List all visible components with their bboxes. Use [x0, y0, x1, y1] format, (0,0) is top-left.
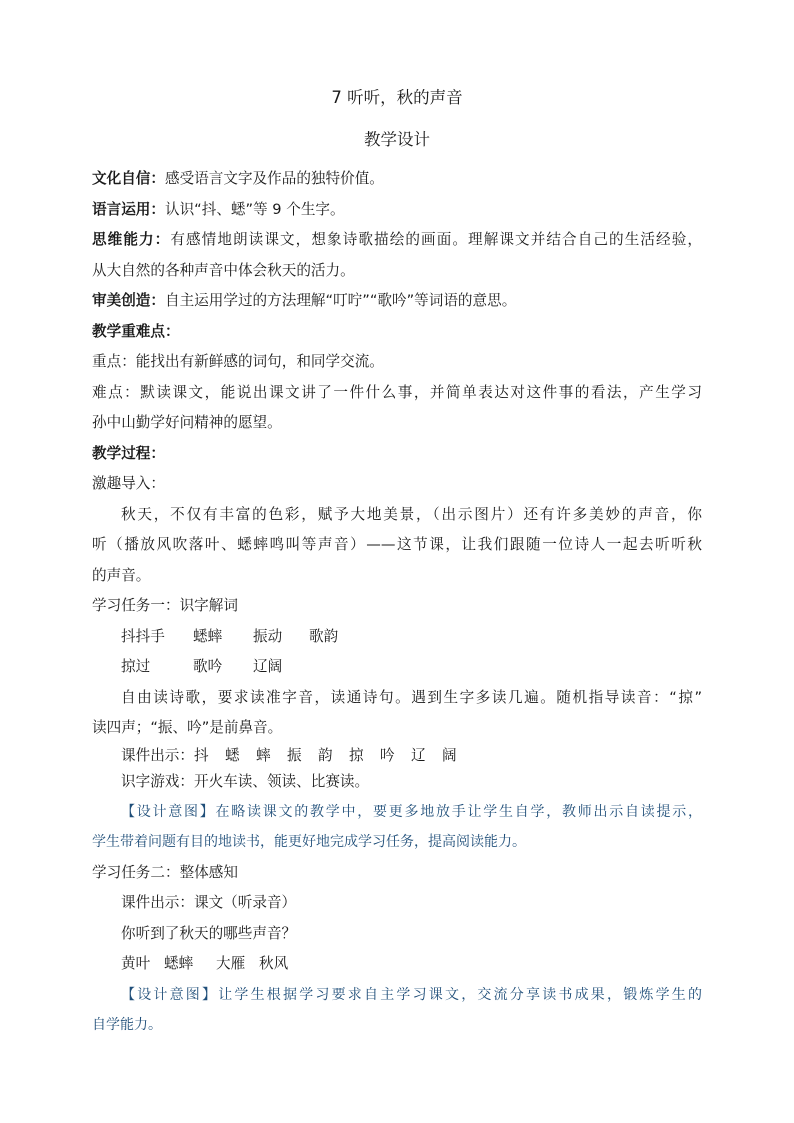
- goal-text: 自主运用学过的方法理解“叮咛”“歌吟”等词语的意思。: [164, 292, 517, 309]
- intro-paragraph-end: 的声音。: [92, 566, 151, 584]
- goal-language: [92, 195, 702, 226]
- goal-aesthetic: [92, 286, 702, 317]
- word-item: 歌韵: [309, 627, 339, 645]
- key-point-difficulty-cont: 孙中山勤学好问精神的愿望。: [92, 414, 282, 431]
- goal-text: 认识“抖、蟋”等 9 个生字。: [164, 200, 345, 218]
- task2-courseware: 课件出示：课文（听录音）: [121, 894, 297, 911]
- courseware-label: 课件出示：: [121, 746, 194, 764]
- document-body: [92, 164, 702, 1041]
- goal-label: 思维能力：: [92, 231, 171, 248]
- intro-paragraph: 秋天，不仅有丰富的色彩，赋予大地美景，（出示图片）还有许多美妙的声音，你: [121, 505, 702, 523]
- key-point-focus: 重点：能找出有新鲜感的词句，和同学交流。: [92, 353, 384, 370]
- char-item: 蟀: [255, 746, 271, 764]
- char-item: 蟋: [224, 746, 240, 764]
- goal-label: 语言运用：: [92, 200, 165, 218]
- char-item: 掠: [348, 746, 364, 764]
- design-intent-text: 在略读课文的教学中，要更多地放手让学生自学，教师出示自读提示，: [215, 803, 702, 820]
- sound-answers: [92, 949, 702, 980]
- intro-label: 激趣导入：: [92, 475, 165, 492]
- goal-label: 文化自信：: [92, 170, 165, 187]
- design-intent-text: 让学生根据学习要求自主学习课文，交流分享读书成果，锻炼学生的: [218, 986, 703, 1003]
- char-item: 辽: [410, 746, 426, 764]
- word-item: 歌吟: [193, 658, 223, 675]
- char-item: 抖: [193, 746, 209, 764]
- literacy-game: 识字游戏：开火车读、领读、比赛读。: [121, 772, 370, 790]
- intro-paragraph-cont: 听（播放风吹落叶、蟋蟀鸣叫等声音）——这节课，让我们跟随一位诗人一起去听听秋: [92, 536, 702, 553]
- design-intent-2-cont: 自学能力。: [92, 1017, 162, 1033]
- reading-instruction: 自由读诗歌，要求读准字音，读通诗句。遇到生字多读几遍。随机指导读音：“掠”: [121, 688, 702, 706]
- char-item: 吟: [379, 746, 395, 764]
- goal-thinking-cont: 从大自然的各种声音中体会秋天的活力。: [92, 261, 355, 279]
- design-intent-1: [92, 797, 702, 828]
- word-item: 蟋蟀: [193, 627, 223, 645]
- task1-heading: 学习任务一：识字解词: [92, 597, 238, 614]
- goal-culture: [92, 164, 702, 195]
- word-item: 辽阔: [253, 658, 283, 675]
- char-item: 振: [286, 746, 302, 764]
- task2-heading: 学习任务二：整体感知: [92, 863, 238, 881]
- design-intent-tag: 【设计意图】: [121, 986, 219, 1003]
- design-intent-tag: 【设计意图】: [121, 803, 216, 820]
- lesson-title: 7 听听，秋的声音: [331, 88, 463, 107]
- word-item: 振动: [253, 627, 283, 645]
- key-points-heading: 教学重难点：: [92, 322, 180, 340]
- goal-text: 感受语言文字及作品的独特价值。: [164, 170, 384, 187]
- answer-item: 黄叶: [121, 955, 151, 972]
- char-item: 阔: [441, 746, 457, 764]
- goal-thinking: [92, 225, 702, 256]
- design-intent-2: [92, 980, 702, 1011]
- char-item: 韵: [317, 746, 333, 764]
- task2-question: 你听到了秋天的哪些声音？: [121, 924, 297, 942]
- word-item: 掠过: [121, 658, 151, 675]
- word-row-2: [92, 652, 702, 683]
- courseware-chars: [92, 744, 702, 767]
- answer-item: 大雁: [216, 955, 246, 972]
- goal-text: 有感情地朗读课文，想象诗歌描绘的画面。理解课文并结合自己的生活经验，: [170, 231, 702, 248]
- key-point-difficulty: 难点：默读课文，能说出课文讲了一件什么事，并简单表达对这件事的看法，产生学习: [92, 383, 702, 401]
- design-intent-1-cont: 学生带着问题有目的地读书，能更好地完成学习任务，提高阅读能力。: [92, 834, 526, 850]
- word-item: 抖抖手: [121, 627, 165, 645]
- reading-instruction-cont: 读四声；“振、吟”是前鼻音。: [92, 719, 283, 736]
- goal-label: 审美创造：: [92, 292, 165, 309]
- word-row-1: [92, 622, 702, 653]
- answer-item: 蟋蟀: [164, 955, 194, 972]
- lesson-subtitle: 教学设计: [364, 130, 430, 149]
- process-heading: 教学过程：: [92, 444, 165, 462]
- answer-item: 秋风: [259, 955, 289, 972]
